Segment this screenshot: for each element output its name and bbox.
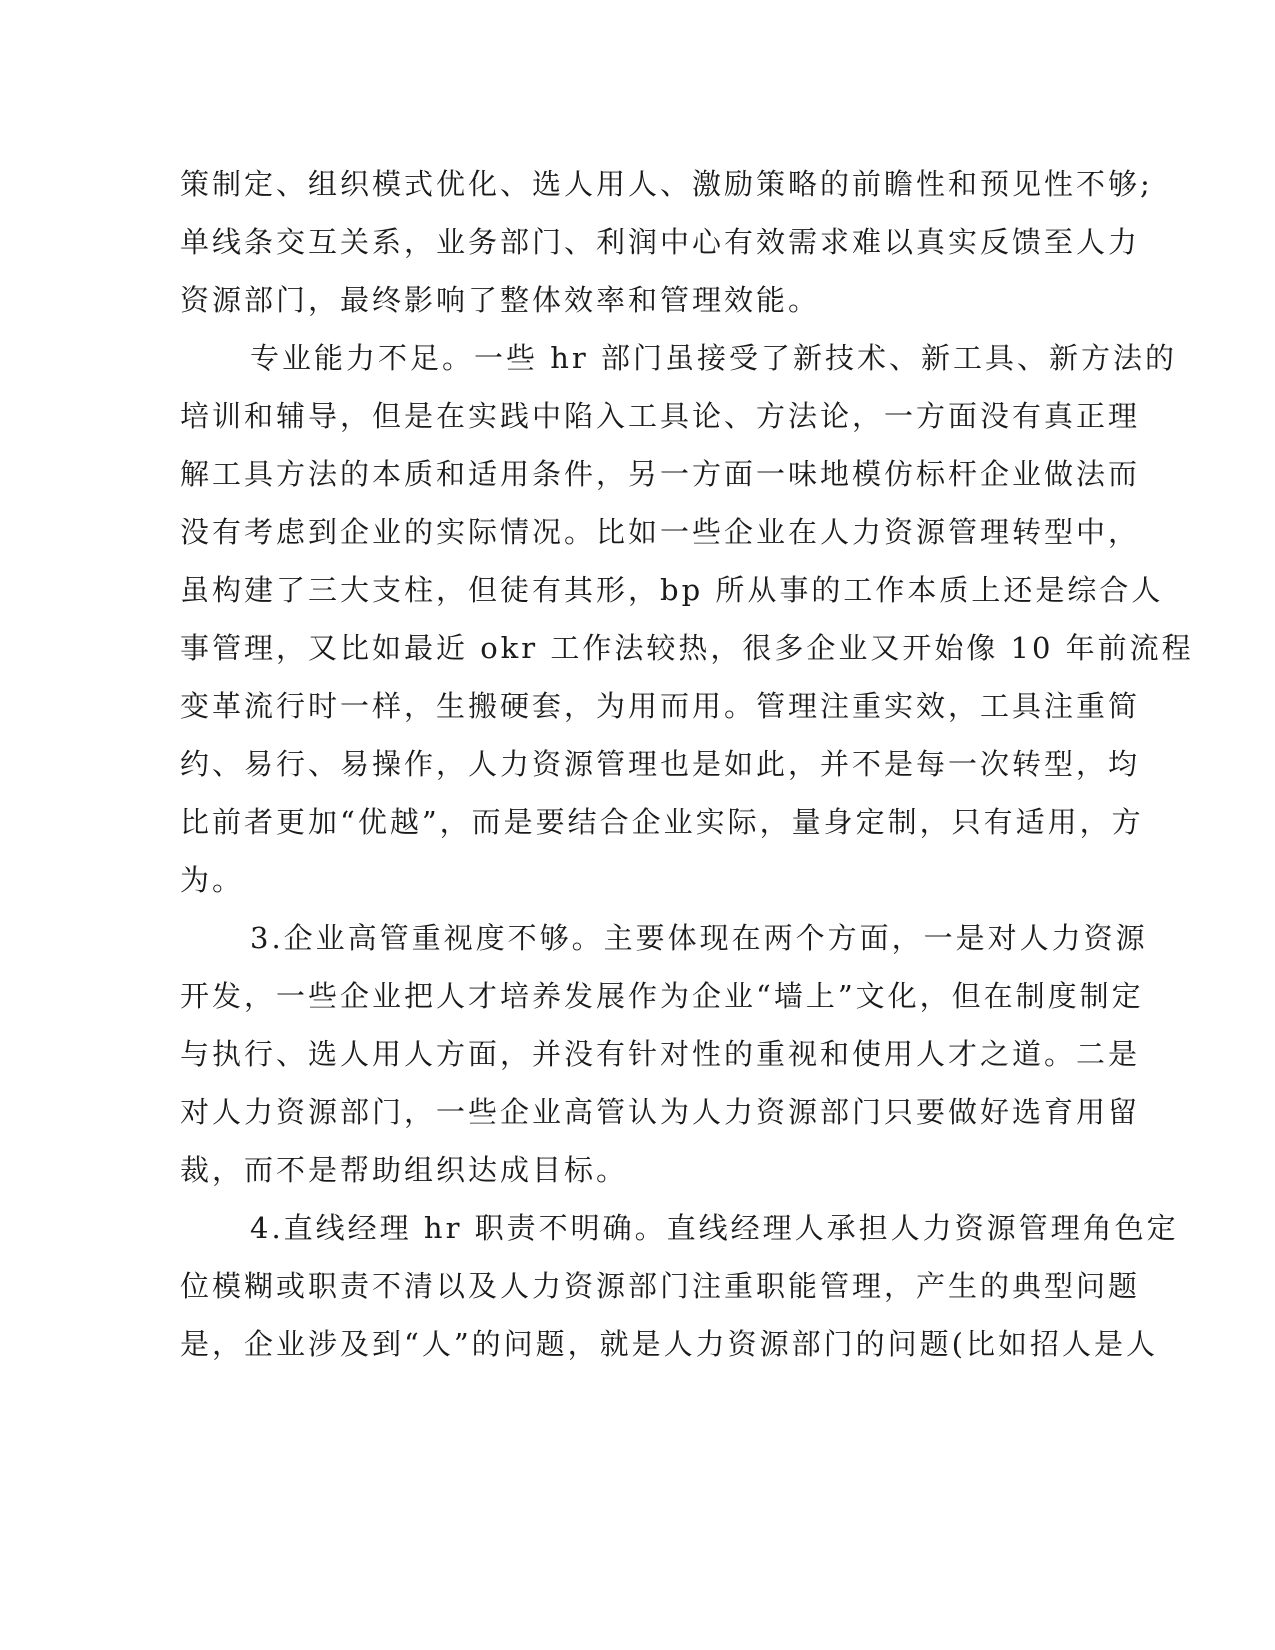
text-line: 单线条交互关系，业务部门、利润中心有效需求难以真实反馈至人力 [180, 225, 1141, 259]
text-line: 开发，一些企业把人才培养发展作为企业“墙上”文化，但在制度制定 [180, 979, 1144, 1013]
paragraph-first-line: 4.直线经理 hr 职责不明确。直线经理人承担人力资源管理角色定 [250, 1211, 1179, 1245]
text-line: 解工具方法的本质和适用条件，另一方面一味地模仿标杆企业做法而 [180, 457, 1141, 491]
text-line: 虽构建了三大支柱，但徒有其形，bp 所从事的工作本质上还是综合人 [180, 573, 1164, 607]
text-line: 对人力资源部门，一些企业高管认为人力资源部门只要做好选育用留 [180, 1095, 1141, 1129]
paragraph-first-line: 3.企业高管重视度不够。主要体现在两个方面，一是对人力资源 [250, 921, 1148, 955]
text-line: 资源部门，最终影响了整体效率和管理效能。 [180, 283, 821, 317]
text-line: 比前者更加“优越”，而是要结合企业实际，量身定制，只有适用，方 [180, 805, 1144, 839]
text-line: 策制定、组织模式优化、选人用人、激励策略的前瞻性和预见性不够; [180, 167, 1153, 201]
text-line: 裁，而不是帮助组织达成目标。 [180, 1153, 629, 1187]
text-line: 与执行、选人用人方面，并没有针对性的重视和使用人才之道。二是 [180, 1037, 1141, 1071]
text-line: 是，企业涉及到“人”的问题，就是人力资源部门的问题(比如招人是人 [180, 1327, 1158, 1361]
text-line: 没有考虑到企业的实际情况。比如一些企业在人力资源管理转型中， [180, 515, 1141, 549]
text-line: 变革流行时一样，生搬硬套，为用而用。管理注重实效，工具注重简 [180, 689, 1141, 723]
document-body [180, 155, 1194, 1373]
text-line: 培训和辅导，但是在实践中陷入工具论、方法论，一方面没有真正理 [180, 399, 1141, 433]
text-line: 约、易行、易操作，人力资源管理也是如此，并不是每一次转型，均 [180, 747, 1141, 781]
text-line: 为。 [180, 863, 245, 897]
text-line: 事管理，又比如最近 okr 工作法较热，很多企业又开始像 10 年前流程 [180, 631, 1194, 665]
text-line: 位模糊或职责不清以及人力资源部门注重职能管理，产生的典型问题 [180, 1269, 1141, 1303]
paragraph-first-line: 专业能力不足。一些 hr 部门虽接受了新技术、新工具、新方法的 [250, 341, 1177, 375]
